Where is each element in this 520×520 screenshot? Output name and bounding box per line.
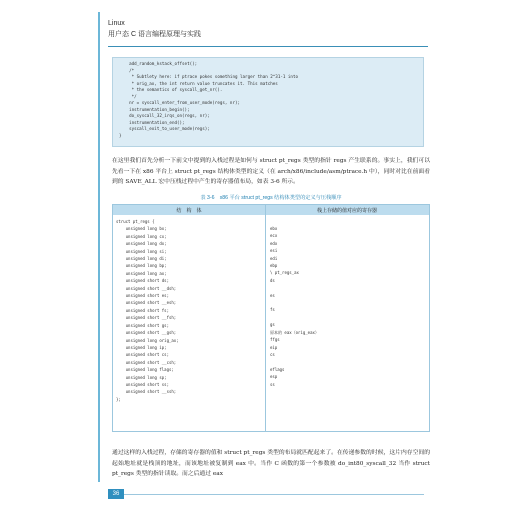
paragraph-1: 在这里我们首先分析一下前文中提到的入栈过程是如何与 struct pt_regs 类型的指针 regs 产生联系的。事实上，我们可以先看一下在 x86 平台上 struct pt_regs 结构体类型的定义（在 arch/x86/include/asm/ptrace.h 中），同时对比在前面看到的 SAVE_ALL 宏中压栈过程中产生的寄存器值布局，如表 3-6 所示。: [112, 158, 430, 185]
struct-row: unsigned short __ssh;: [116, 389, 177, 395]
register-row: ss: [270, 381, 275, 387]
register-row: es: [270, 292, 275, 298]
struct-row: unsigned short __gsh;: [116, 330, 177, 336]
table-column-divider: [265, 205, 266, 431]
code-line: }: [119, 132, 122, 138]
paragraph-2: 通过这样的入栈过程，存储的寄存器的值和 struct pt_regs 类型的布局就匹配起来了。在传递参数的时候，这片内存空间的起始地址就是栈顶的地址，而该地址被复制到 eax 中。当作 C 函数的第一个参数被 do_int80_syscall_32 当作 struct pt_regs 类型的指针读取。而之后通过 eax: [112, 450, 430, 477]
struct-row: unsigned short __dsh;: [116, 285, 177, 291]
struct-row: unsigned long flags;: [116, 367, 174, 373]
header-rule: [108, 46, 428, 47]
struct-row: unsigned long dx;: [116, 241, 167, 247]
code-line: instrumentation_begin();: [119, 106, 190, 112]
table-header: [113, 205, 429, 215]
code-line: /*: [119, 67, 135, 73]
code-line: syscall_exit_to_user_mode(regs);: [119, 126, 210, 131]
struct-row: unsigned short cs;: [116, 352, 169, 358]
register-row: edx: [270, 240, 278, 246]
register-row: ds: [270, 277, 275, 283]
register-row: 原本的 eax（orig_eax）: [270, 329, 319, 335]
struct-row: unsigned long orig_ax;: [116, 337, 179, 343]
struct-row: unsigned long bx;: [116, 226, 167, 232]
struct-row: };: [116, 396, 121, 402]
struct-column: [116, 218, 262, 403]
register-row: [270, 284, 420, 291]
code-line: * orig_ax, the int return value truncates it. This matches: [119, 80, 278, 86]
struct-row: struct pt_regs {: [116, 219, 155, 224]
register-row: cs: [270, 351, 275, 357]
struct-row: unsigned long cx;: [116, 233, 167, 239]
struct-row: unsigned short gs;: [116, 322, 169, 328]
code-block: [112, 57, 424, 147]
code-line: * the semantics of syscall_get_nr().: [119, 87, 223, 92]
header-series: Linux: [108, 20, 125, 27]
page-number: 36: [108, 489, 124, 499]
register-row: [270, 299, 420, 306]
register-row: ecx: [270, 233, 278, 239]
register-row: esi: [270, 248, 278, 254]
struct-row: unsigned short fs;: [116, 307, 169, 313]
table-caption: 表 3-6 x86 平台 struct pt_regs 结构体类型的定义与压栈顺序: [200, 195, 342, 201]
register-row: eip: [270, 344, 278, 350]
struct-row: unsigned short ds;: [116, 278, 169, 284]
register-row: \ pt_regs_ax: [270, 270, 299, 276]
register-row: ebp: [270, 263, 278, 269]
struct-row: unsigned short ss;: [116, 381, 169, 387]
struct-row: unsigned long ax;: [116, 270, 167, 276]
register-row: fs: [270, 307, 275, 313]
table-header-right: 栈上存储的值对应的寄存器: [316, 208, 377, 214]
struct-row: unsigned long ip;: [116, 344, 167, 350]
code-line: instrumentation_end();: [119, 119, 185, 125]
register-column: [270, 225, 420, 388]
struct-row: unsigned short __fsh;: [116, 315, 177, 321]
register-row: gs: [270, 322, 275, 328]
table-header-left: 结 构 体: [176, 208, 202, 214]
struct-row: unsigned short es;: [116, 293, 169, 299]
register-table: [112, 204, 430, 432]
register-row: eflags: [270, 366, 285, 372]
footer-rule: [124, 494, 424, 495]
register-row: [270, 358, 420, 365]
margin-bar: [98, 12, 100, 482]
header-title: 用户态 C 语言编程原理与实践: [108, 31, 201, 38]
code-line: */: [119, 93, 137, 99]
struct-row: unsigned long bp;: [116, 263, 167, 269]
struct-row: unsigned long sp;: [116, 374, 167, 380]
register-row: [270, 314, 420, 321]
register-row: esp: [270, 374, 278, 380]
struct-row: unsigned short __esh;: [116, 300, 177, 306]
register-row: ffgs: [270, 337, 280, 343]
code-line: * Subtlety here: if ptrace pokes something larger than 2^31-1 into: [119, 74, 298, 79]
code-line: add_random_kstack_offset();: [119, 61, 198, 66]
struct-row: unsigned long si;: [116, 248, 167, 254]
code-line: do_syscall_32_irqs_on(regs, nr);: [119, 113, 210, 118]
struct-row: unsigned short __csh;: [116, 359, 177, 365]
register-row: ebx: [270, 226, 278, 231]
struct-row: unsigned long di;: [116, 256, 167, 262]
code-line: nr = syscall_enter_from_user_mode(regs, nr);: [119, 100, 241, 105]
register-row: edi: [270, 255, 278, 261]
